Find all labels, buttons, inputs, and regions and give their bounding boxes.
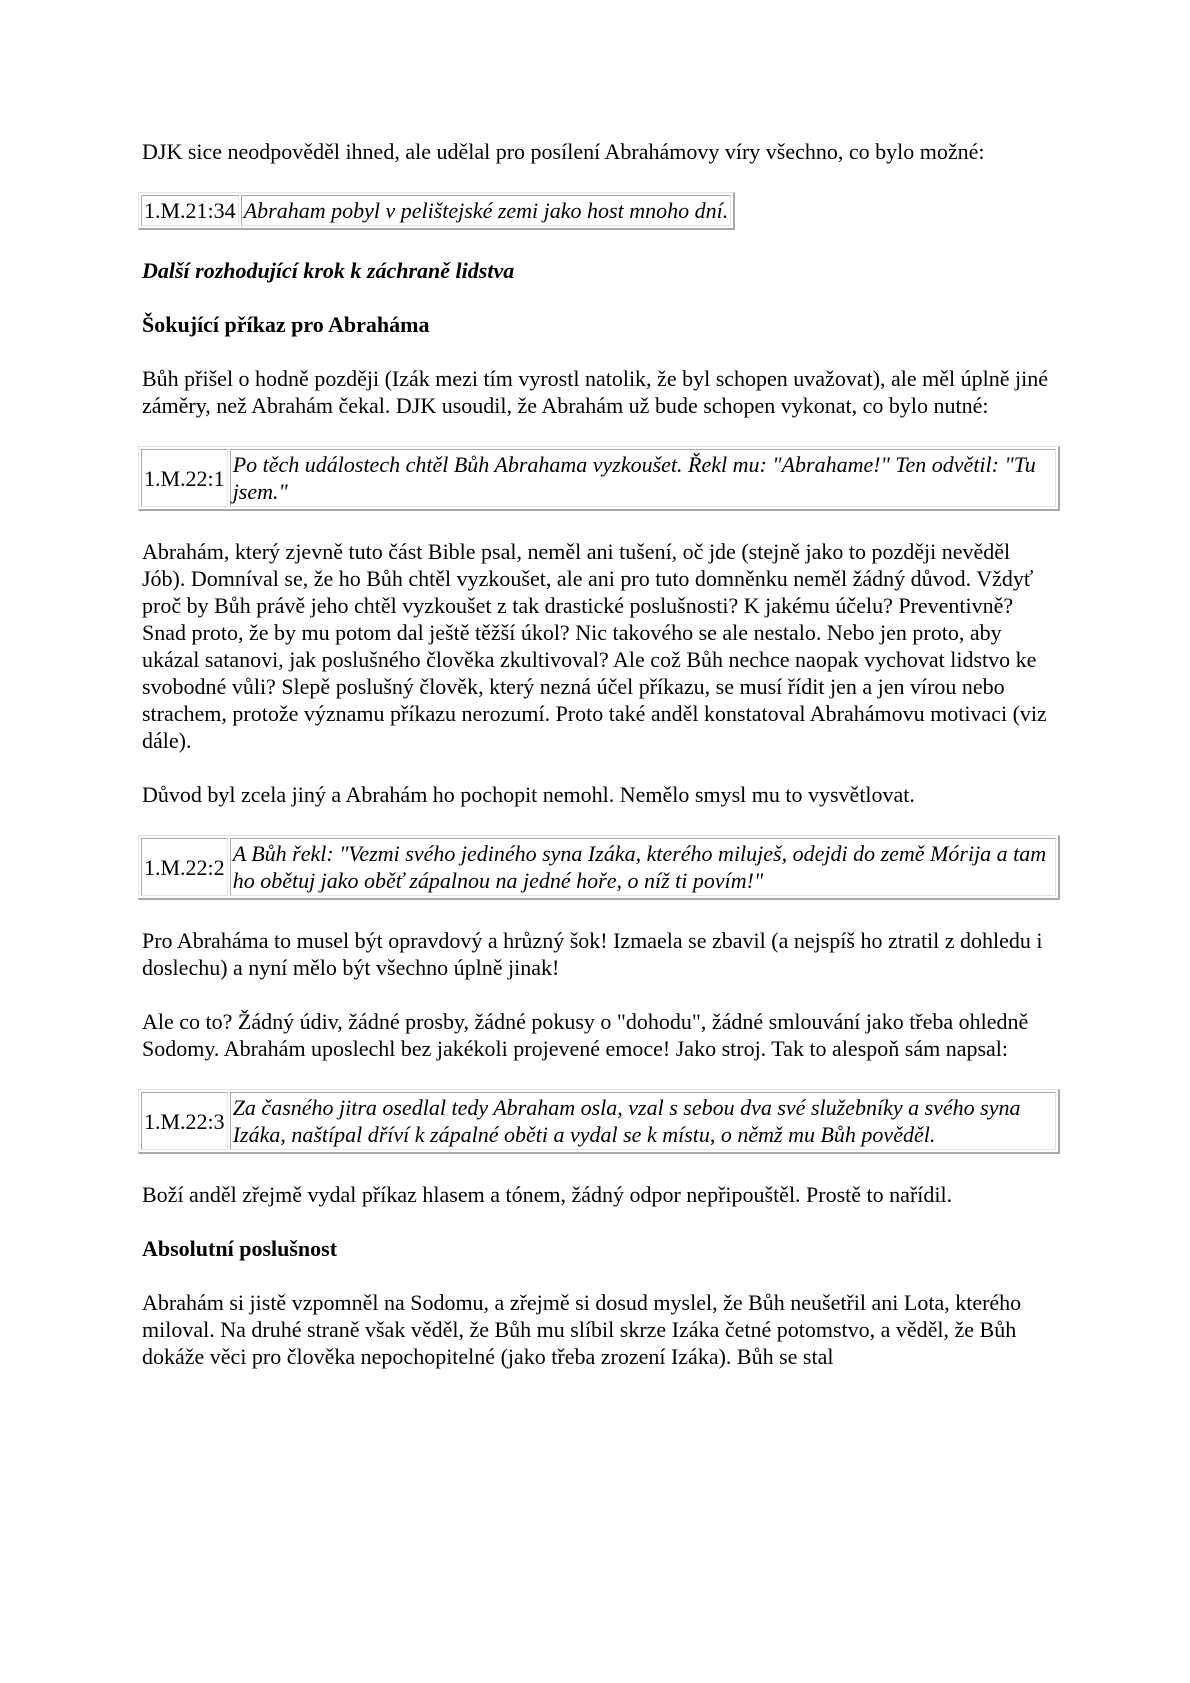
paragraph: Abrahám si jistě vzpomněl na Sodomu, a zřejmě si dosud myslel, že Bůh neušetřil ani Lota, kterého miloval. Na druhé straně však věděl, že Bůh mu slíbil skrze Izáka četné potomstvo, a věděl, že Bůh dokáže věci pro člověka nepochopitelné (jako třeba zrození Izáka). Bůh se stal [142,1290,1022,1369]
paragraph: Důvod byl zcela jiný a Abrahám ho pochopit nemohl. Nemělo smysl mu to vysvětlovat. [142,782,915,807]
verse-reference: 1.M.21:34 [141,195,239,226]
verse-text: Po těch událostech chtěl Bůh Abrahama vyzkoušet. Řekl mu: "Abrahame!" Ten odvětil: "Tu jsem." [230,449,1056,507]
paragraph: Abrahám, který zjevně tuto část Bible psal, neměl ani tušení, oč jde (stejně jako to později nevěděl Jób). Domníval se, že ho Bůh chtěl vyzkoušet, ale ani pro tuto domněnku neměl žádný důvod. Vždyť proč by Bůh právě jeho chtěl vyzkoušet z tak drastické poslušnosti? K jakému účelu? Preventivně? Snad proto, že by mu potom dal ještě těžší úkol? Nic takového se ale nestalo. Nebo jen proto, aby ukázal satanovi, jak poslušného člověka zkultivoval? Ale což Bůh nechce naopak vychovat lidstvo ke svobodné vůli? Slepě poslušný člověk, který nezná účel příkazu, se musí řídit jen a jen vírou nebo strachem, protože významu příkazu nerozumí. Proto také anděl konstatoval Abrahámovu motivaci (viz dále). [142,539,1047,753]
paragraph: Pro Abraháma to musel být opravdový a hrůzný šok! Izmaela se zbavil (a nejspíš ho ztratil z dohledu i doslechu) a nyní mělo být všechno úplně jinak! [142,928,1043,980]
verse-table [138,835,1060,900]
subsection-heading: Šokující příkaz pro Abraháma [142,312,430,337]
verse-table [138,192,735,230]
verse-text: A Bůh řekl: "Vezmi svého jediného syna Izáka, kterého miluješ, odejdi do země Mórija a tam ho obětuj jako oběť zápalnou na jedné hoře, o níž ti povím!" [230,838,1056,896]
subsection-heading: Absolutní poslušnost [142,1236,338,1261]
verse-reference: 1.M.22:2 [141,838,228,896]
paragraph: Ale co to? Žádný údiv, žádné prosby, žádné pokusy o "dohodu", žádné smlouvání jako třeba ohledně Sodomy. Abrahám uposlechl bez jakékoli projevené emoce! Jako stroj. Tak to alespoň sám napsal: [142,1009,1029,1061]
verse-table [138,446,1060,511]
verse-reference: 1.M.22:3 [141,1092,228,1150]
paragraph: DJK sice neodpověděl ihned, ale udělal pro posílení Abrahámovy víry všechno, co bylo možné: [142,139,985,164]
verse-text: Abraham pobyl v pelištejské zemi jako host mnoho dní. [241,195,732,226]
verse-text: Za časného jitra osedlal tedy Abraham osla, vzal s sebou dva své služebníky a svého syna Izáka, naštípal dříví k zápalné oběti a vydal se k místu, o němž mu Bůh pověděl. [230,1092,1056,1150]
paragraph: Bůh přišel o hodně později (Izák mezi tím vyrostl natolik, že byl schopen uvažovat), ale měl úplně jiné záměry, než Abrahám čekal. DJK usoudil, že Abrahám už bude schopen vykonat, co bylo nutné: [142,366,1049,418]
paragraph: Boží anděl zřejmě vydal příkaz hlasem a tónem, žádný odpor nepřipouštěl. Prostě to nařídil. [142,1182,953,1207]
verse-table [138,1089,1060,1154]
verse-reference: 1.M.22:1 [141,449,228,507]
section-heading: Další rozhodující krok k záchraně lidstva [142,258,515,283]
document-page [142,138,1052,1397]
